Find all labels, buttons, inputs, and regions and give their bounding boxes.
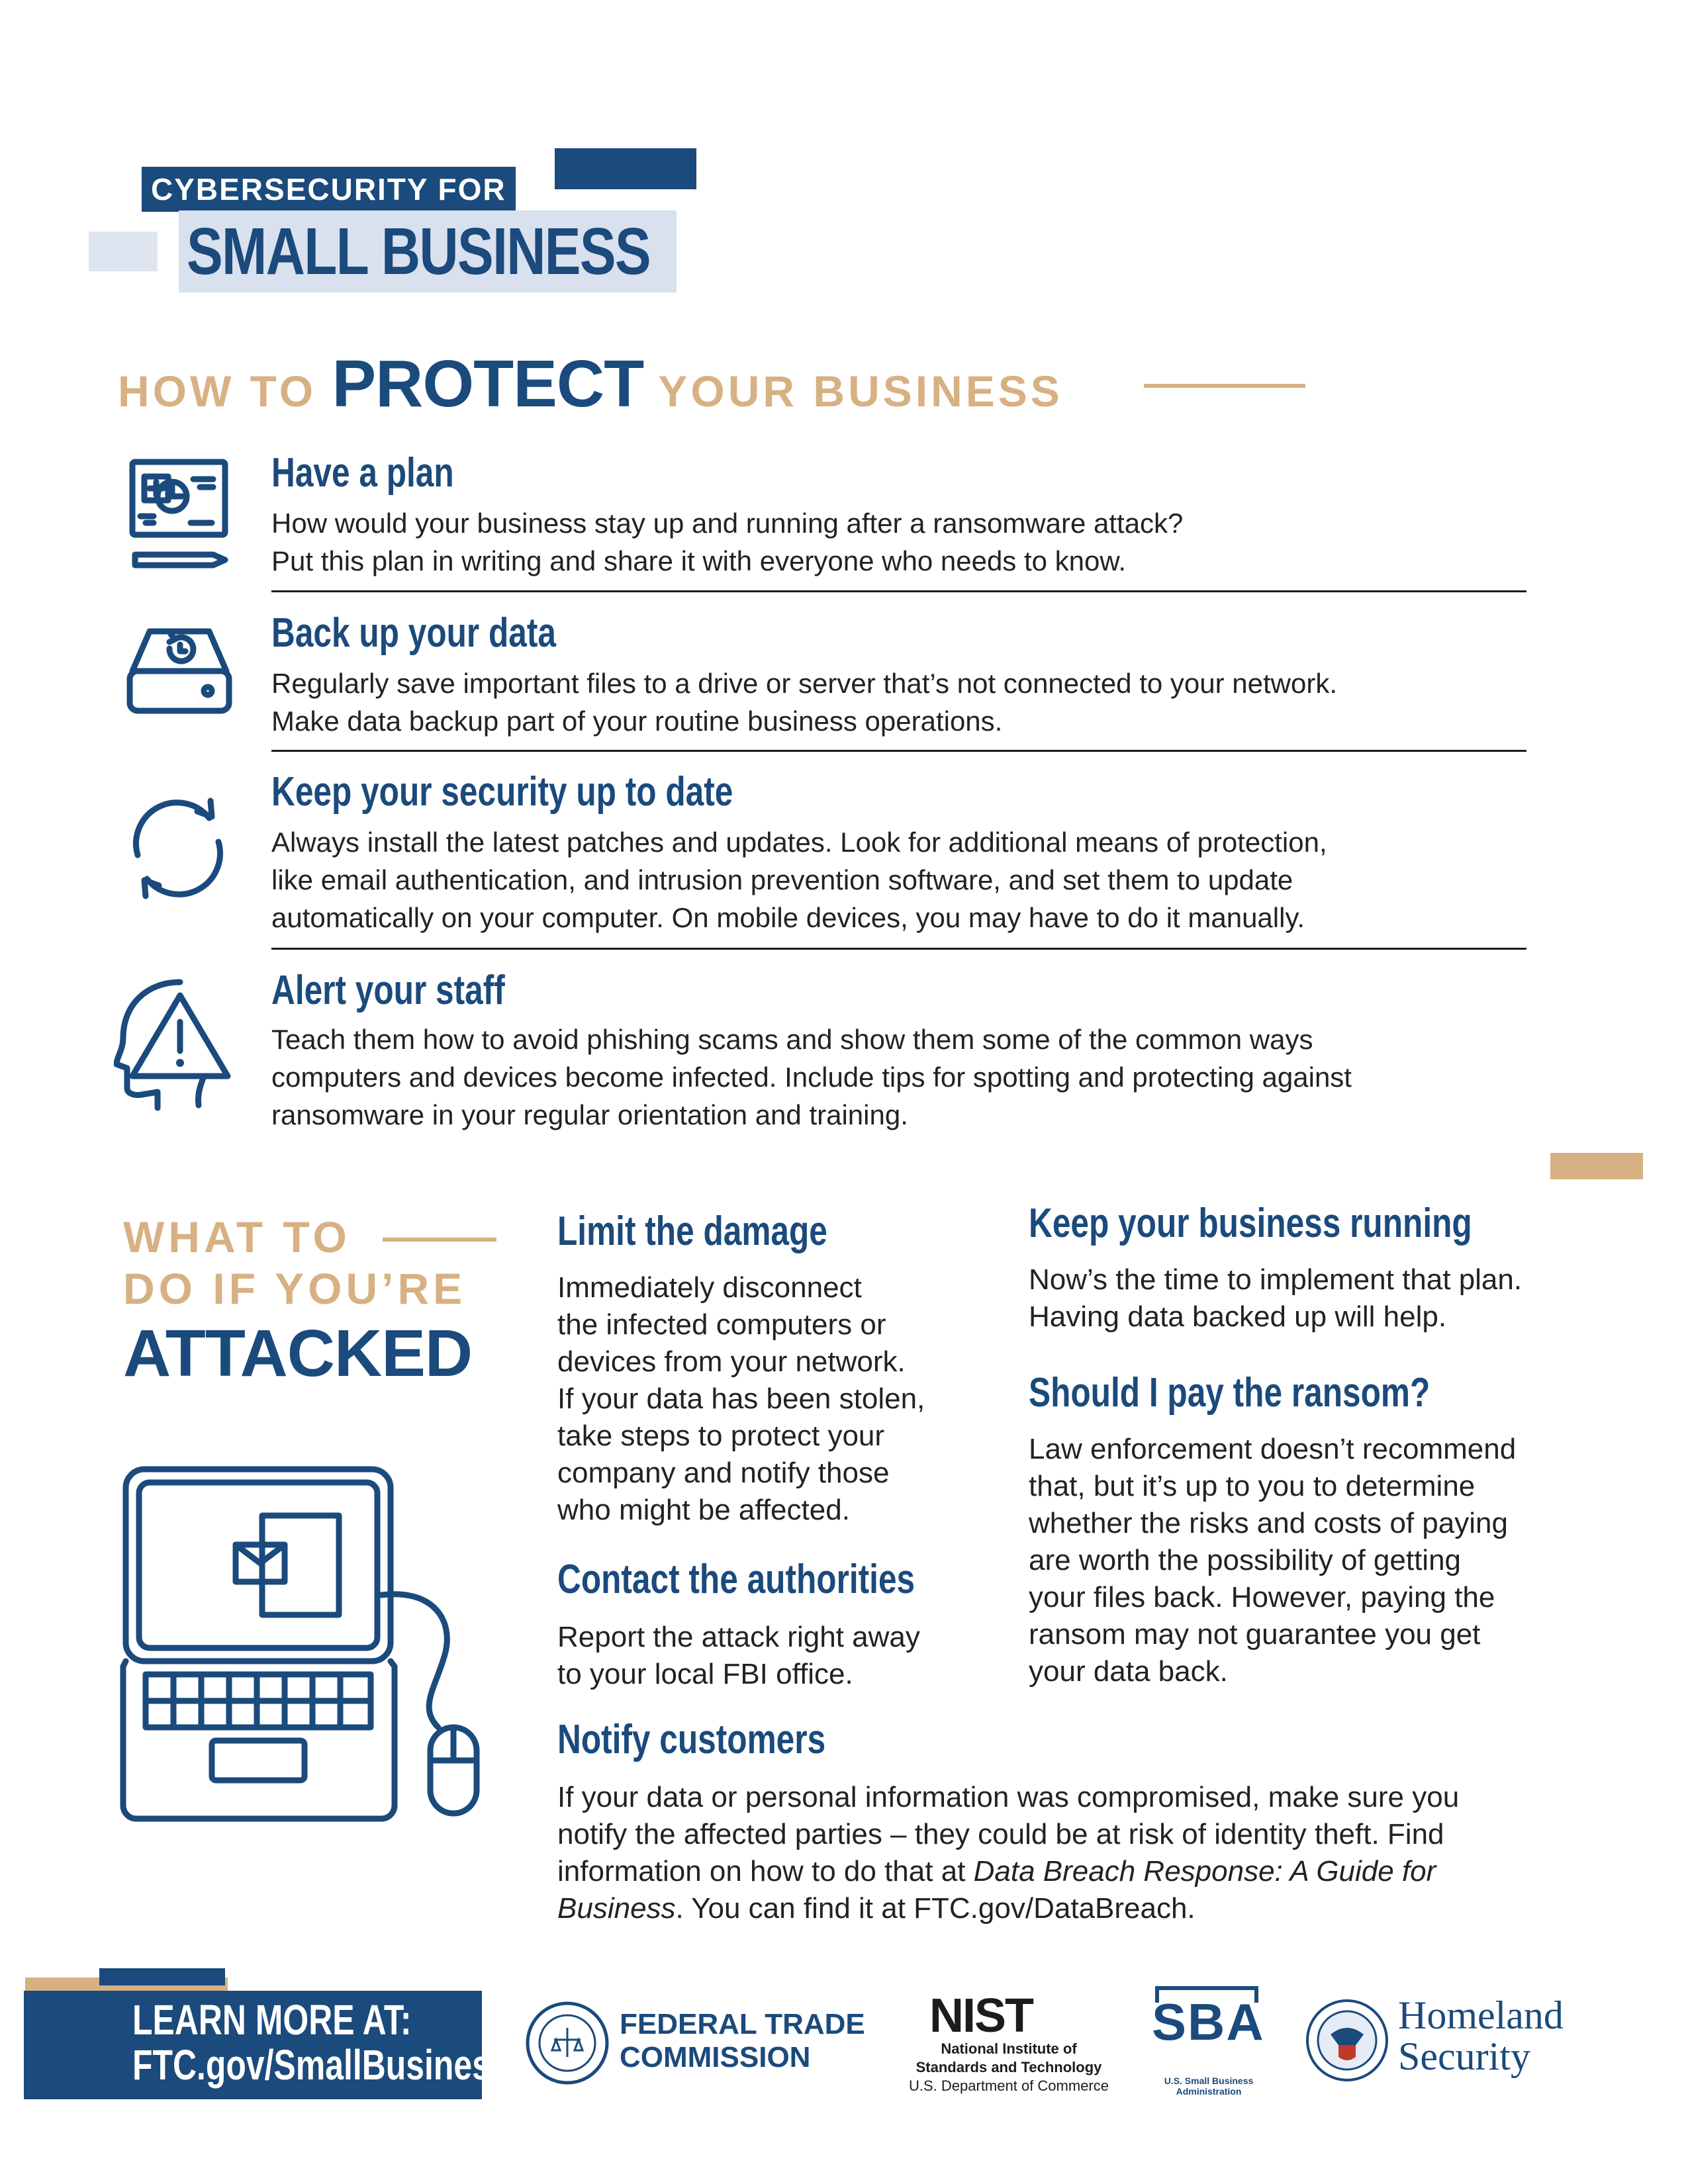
what-rule bbox=[383, 1238, 496, 1242]
alert-head-icon bbox=[114, 976, 246, 1115]
nist-line1: National Institute of bbox=[941, 2040, 1077, 2057]
body-line: the infected computers or bbox=[557, 1308, 886, 1341]
dhs-line1: Homeland bbox=[1398, 1993, 1564, 2037]
body-line bbox=[557, 1890, 1459, 1927]
item-title-security: Keep your security up to date bbox=[271, 769, 733, 815]
laptop-mouse-icon bbox=[119, 1463, 496, 1833]
footer-accent-navy bbox=[99, 1968, 225, 1985]
item-title-staff: Alert your staff bbox=[271, 968, 505, 1013]
pay-ransom-body bbox=[1029, 1431, 1516, 1690]
body-line: who might be affected. bbox=[557, 1494, 850, 1526]
item-body-security bbox=[271, 823, 1327, 936]
body-line: whether the risks and costs of paying bbox=[1029, 1507, 1508, 1539]
item-body-line: Make data backup part of your routine business operations. bbox=[271, 705, 1003, 737]
keep-running-body bbox=[1029, 1261, 1522, 1336]
divider bbox=[271, 590, 1526, 592]
notify-customers-body bbox=[557, 1779, 1459, 1927]
nist-line2: Standards and Technology bbox=[915, 2059, 1102, 2075]
item-body-line: Teach them how to avoid phishing scams and show them some of the common ways bbox=[271, 1024, 1313, 1055]
limit-damage-body bbox=[557, 1269, 925, 1529]
body-line: notify the affected parties – they could be at risk of identity theft. Find bbox=[557, 1818, 1444, 1850]
body-line: take steps to protect your bbox=[557, 1420, 885, 1452]
item-body-plan bbox=[271, 504, 1183, 580]
nist-name bbox=[883, 2040, 1135, 2095]
your-business-text: YOUR BUSINESS bbox=[643, 367, 1063, 416]
limit-damage-title: Limit the damage bbox=[557, 1208, 827, 1254]
item-body-backup bbox=[271, 664, 1337, 740]
protect-word: PROTECT bbox=[332, 347, 644, 421]
plan-icon bbox=[126, 457, 238, 569]
pay-ransom-title: Should I pay the ransom? bbox=[1029, 1370, 1430, 1416]
item-body-staff bbox=[271, 1021, 1352, 1134]
body-line: your files back. However, paying the bbox=[1029, 1581, 1495, 1614]
divider bbox=[271, 948, 1526, 950]
body-line: that, but it’s up to you to determine bbox=[1029, 1470, 1476, 1502]
sba-line1: U.S. Small Business bbox=[1164, 2075, 1254, 2086]
item-title-plan: Have a plan bbox=[271, 450, 454, 496]
notify-customers-title: Notify customers bbox=[557, 1717, 826, 1762]
learn-more-text bbox=[132, 1997, 509, 2087]
section-rule bbox=[1144, 384, 1305, 388]
body-line: If your data has been stolen, bbox=[557, 1383, 925, 1415]
ftc-line1: FEDERAL TRADE bbox=[620, 2008, 865, 2040]
dhs-seal-icon bbox=[1304, 1997, 1390, 2083]
contact-authorities-title: Contact the authorities bbox=[557, 1557, 915, 1602]
guide-title: Business bbox=[557, 1892, 676, 1925]
body-line: If your data or personal information was compromised, make sure you bbox=[557, 1781, 1460, 1813]
body-text: information on how to do that at bbox=[557, 1855, 974, 1888]
body-line: devices from your network. bbox=[557, 1345, 906, 1378]
ftc-seal-icon bbox=[524, 2000, 610, 2086]
accent-bar bbox=[1550, 1153, 1643, 1179]
body-line: Law enforcement doesn’t recommend bbox=[1029, 1433, 1517, 1465]
section-title-protect bbox=[118, 344, 1063, 443]
what-line1: WHAT TO bbox=[123, 1212, 351, 1261]
item-body-line: like email authentication, and intrusion prevention software, and set them to update bbox=[271, 864, 1293, 895]
item-body-line: Put this plan in writing and share it with everyone who needs to know. bbox=[271, 545, 1127, 576]
nist-line3: U.S. Department of Commerce bbox=[909, 2077, 1109, 2094]
body-line: Having data backed up will help. bbox=[1029, 1300, 1447, 1333]
item-body-line: automatically on your computer. On mobile devices, you may have to do it manually. bbox=[271, 902, 1305, 933]
learn-more-link[interactable]: FTC.gov/SmallBusiness bbox=[132, 2041, 509, 2089]
refresh-icon bbox=[126, 792, 232, 904]
item-body-line: Regularly save important files to a drive or server that’s not connected to your network. bbox=[271, 668, 1338, 699]
body-text: . You can find it at FTC.gov/DataBreach. bbox=[675, 1892, 1196, 1925]
body-line: Report the attack right away bbox=[557, 1621, 920, 1653]
header-accent-square bbox=[89, 232, 158, 271]
body-line: company and notify those bbox=[557, 1457, 890, 1489]
item-body-line: How would your business stay up and running after a ransomware attack? bbox=[271, 508, 1184, 539]
dhs-line2: Security bbox=[1398, 2034, 1530, 2078]
divider bbox=[271, 750, 1526, 752]
body-line: Immediately disconnect bbox=[557, 1271, 862, 1304]
ftc-name bbox=[620, 2008, 865, 2074]
header-title: SMALL BUSINESS bbox=[187, 214, 650, 289]
what-to-do-heading bbox=[123, 1211, 466, 1314]
body-line: your data back. bbox=[1029, 1655, 1228, 1688]
header-accent-bar bbox=[555, 148, 696, 189]
keep-running-title: Keep your business running bbox=[1029, 1201, 1472, 1246]
ftc-line2: COMMISSION bbox=[620, 2041, 811, 2073]
item-body-line: Always install the latest patches and updates. Look for additional means of protection, bbox=[271, 827, 1327, 858]
attacked-word: ATTACKED bbox=[123, 1316, 473, 1390]
body-line: to your local FBI office. bbox=[557, 1658, 853, 1690]
item-body-line: ransomware in your regular orientation and training. bbox=[271, 1099, 908, 1130]
sba-line2: Administration bbox=[1176, 2086, 1242, 2097]
body-line: Now’s the time to implement that plan. bbox=[1029, 1263, 1523, 1296]
dhs-name bbox=[1398, 1995, 1564, 2077]
backup-drive-icon bbox=[123, 625, 236, 724]
body-line: are worth the possibility of getting bbox=[1029, 1544, 1462, 1576]
body-line bbox=[557, 1853, 1459, 1890]
guide-title: Data Breach Response: A Guide for bbox=[973, 1855, 1436, 1888]
sba-name bbox=[1149, 2075, 1268, 2097]
item-body-line: computers and devices become infected. Include tips for spotting and protecting against bbox=[271, 1062, 1352, 1093]
learn-more-label: LEARN MORE AT: bbox=[132, 1996, 412, 2044]
header-line1: CYBERSECURITY FOR bbox=[142, 167, 516, 212]
item-title-backup: Back up your data bbox=[271, 610, 556, 656]
body-line: ransom may not guarantee you get bbox=[1029, 1618, 1481, 1651]
sba-logo: SBA bbox=[1152, 1993, 1265, 2051]
nist-logo: NIST bbox=[929, 1989, 1033, 2042]
what-line2: DO IF YOU’RE bbox=[123, 1264, 467, 1313]
how-to-text: HOW TO bbox=[118, 367, 332, 416]
contact-authorities-body bbox=[557, 1619, 920, 1693]
